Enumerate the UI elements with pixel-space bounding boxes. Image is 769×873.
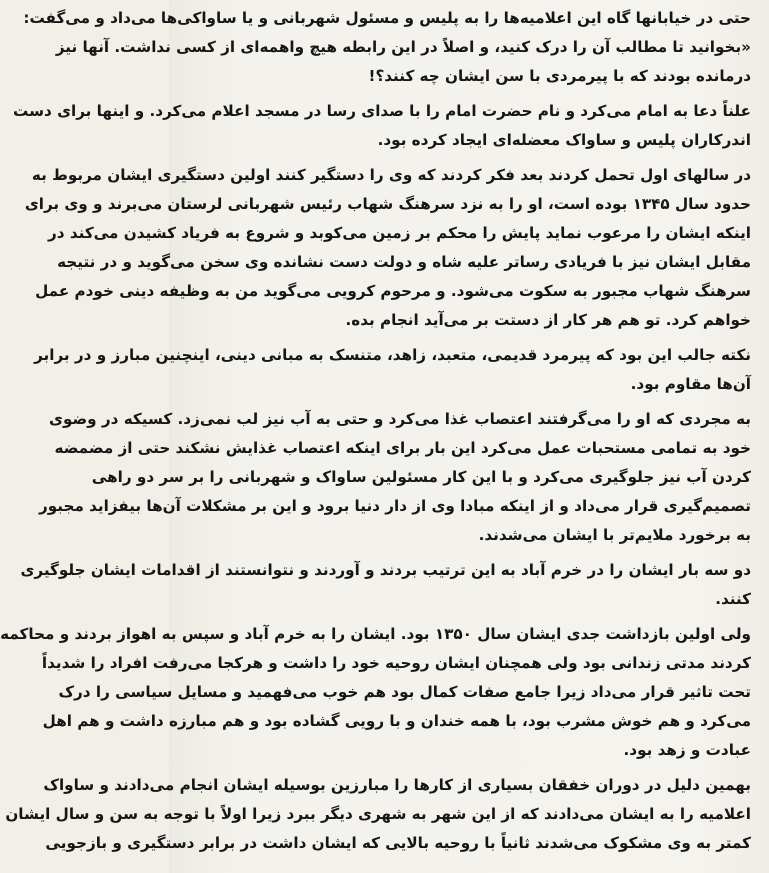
paragraph <box>0 620 751 765</box>
text-line: آن‌ها مقاوم بود. <box>630 375 751 393</box>
text-line: عبادت و زهد بود. <box>623 741 751 759</box>
text-line: خواهم کرد. تو هم هر کار از دستت بر می‌آید انجام بده. <box>345 311 751 329</box>
text-line: اندرکاران پلیس و ساواک معضله‌ای ایجاد کرده بود. <box>377 131 751 149</box>
text-line: دو سه بار ایشان را در خرم آباد به این ترتیب بردند و آوردند و نتوانستند از اقدامات ایشان جلوگیری <box>20 561 751 579</box>
body-text <box>0 4 751 864</box>
paragraph <box>13 97 751 155</box>
text-line: حتی در خیابانها گاه این اعلامیه‌ها را به پلیس و مسئول شهربانی و یا ساواکی‌ها می‌داد و می‌گفت: <box>23 9 751 27</box>
text-line: خود به تمامی مستحبات عمل می‌کرد این بار برای اینکه اعتصاب غذایش نشکند حتی از مضمضه <box>54 439 751 457</box>
text-line: به برخورد ملایم‌تر با ایشان می‌شدند. <box>478 526 751 544</box>
text-line: علناً دعا به امام می‌کرد و نام حضرت امام را با صدای رسا در مسجد اعلام می‌کرد. و اینها برای دست <box>13 102 751 120</box>
text-line: حدود سال ۱۳۴۵ بوده است، او را به نزد سرهنگ شهاب رئیس شهربانی لرستان می‌برند و وی برای <box>24 195 751 213</box>
text-line: نکته جالب این بود که پیرمرد قدیمی، متعبد، زاهد، متنسک به مبانی دینی، اینچنین مبارز و در برابر <box>34 346 751 364</box>
text-line: کردن آب نیز جلوگیری می‌کرد و با این کار مسئولین ساواک و شهربانی را بر سر دو راهی <box>91 468 751 486</box>
text-line: کنند. <box>715 590 751 608</box>
paragraph <box>39 405 751 550</box>
text-line: ولی اولین بازداشت جدی ایشان سال ۱۳۵۰ بود. ایشان را به خرم آباد و سپس به اهواز بردند و محاکمه <box>0 625 751 643</box>
text-line: درمانده بودند که با پیرمردی با سن ایشان چه کنند؟! <box>368 67 751 85</box>
paragraph <box>34 341 751 399</box>
text-line: مقابل ایشان نیز با فریادی رساتر علیه شاه و دولت دست نشانده وی سخن می‌گوید و در نتیجه <box>57 253 751 271</box>
text-line: اعلامیه را به ایشان می‌دادند که از این شهر به شهری دیگر ببرد زیرا اولاً با توجه به سن و سال ایشان <box>5 805 751 823</box>
text-line: در سالهای اول تحمل کردند بعد فکر کردند که وی را دستگیر کنند اولین دستگیری ایشان مربوط به <box>31 166 751 184</box>
paragraph <box>23 4 751 91</box>
paragraph <box>5 771 751 858</box>
text-line: اینکه ایشان را مرعوب نماید پایش را محکم بر زمین می‌کوبد و شروع به فریاد کشیدن می‌کند در <box>48 224 751 242</box>
text-line: به مجردی که او را می‌گرفتند اعتصاب غذا می‌کرد و حتی به آب نیز لب نمی‌زد. کسیکه در وضوی <box>49 410 751 428</box>
text-line: بهمین دلیل در دوران خفقان بسیاری از کارها را مبارزین بوسیله ایشان انجام می‌دادند و ساواک <box>43 776 751 794</box>
text-line: سرهنگ شهاب مجبور به سکوت می‌شود. و مرحوم کرویی می‌گوید من به وظیفه دینی خودم عمل <box>35 282 751 300</box>
text-line: تصمیم‌گیری قرار می‌داد و از اینکه مبادا وی از دار دنیا برود و این بر مشکلات آن‌ها بیفزاید مجبور <box>39 497 751 515</box>
text-line: کردند مدتی زندانی بود ولی همچنان ایشان روحیه خود را داشت و هرکجا می‌رفت افراد را شدیداً <box>41 654 751 672</box>
text-line: «بخوانید تا مطالب آن را درک کنید، و اصلاً در این رابطه هیچ واهمه‌ای از کسی نداشت. آنها نیز <box>55 38 751 56</box>
paragraph <box>24 161 751 335</box>
text-line: تحت تاثیر قرار می‌داد زیرا جامع صفات کمال بود هم خوب می‌فهمید و مسایل سیاسی را درک <box>58 683 751 701</box>
text-line: کمتر به وی مشکوک می‌شدند ثانیاً با روحیه بالایی که ایشان داشت در برابر دستگیری و بازجویی <box>45 834 751 852</box>
text-line: می‌کرد و هم خوش مشرب بود، با همه خندان و با رویی گشاده بود و هم مبارزه داشت و هم اهل <box>42 712 751 730</box>
paragraph <box>20 556 751 614</box>
